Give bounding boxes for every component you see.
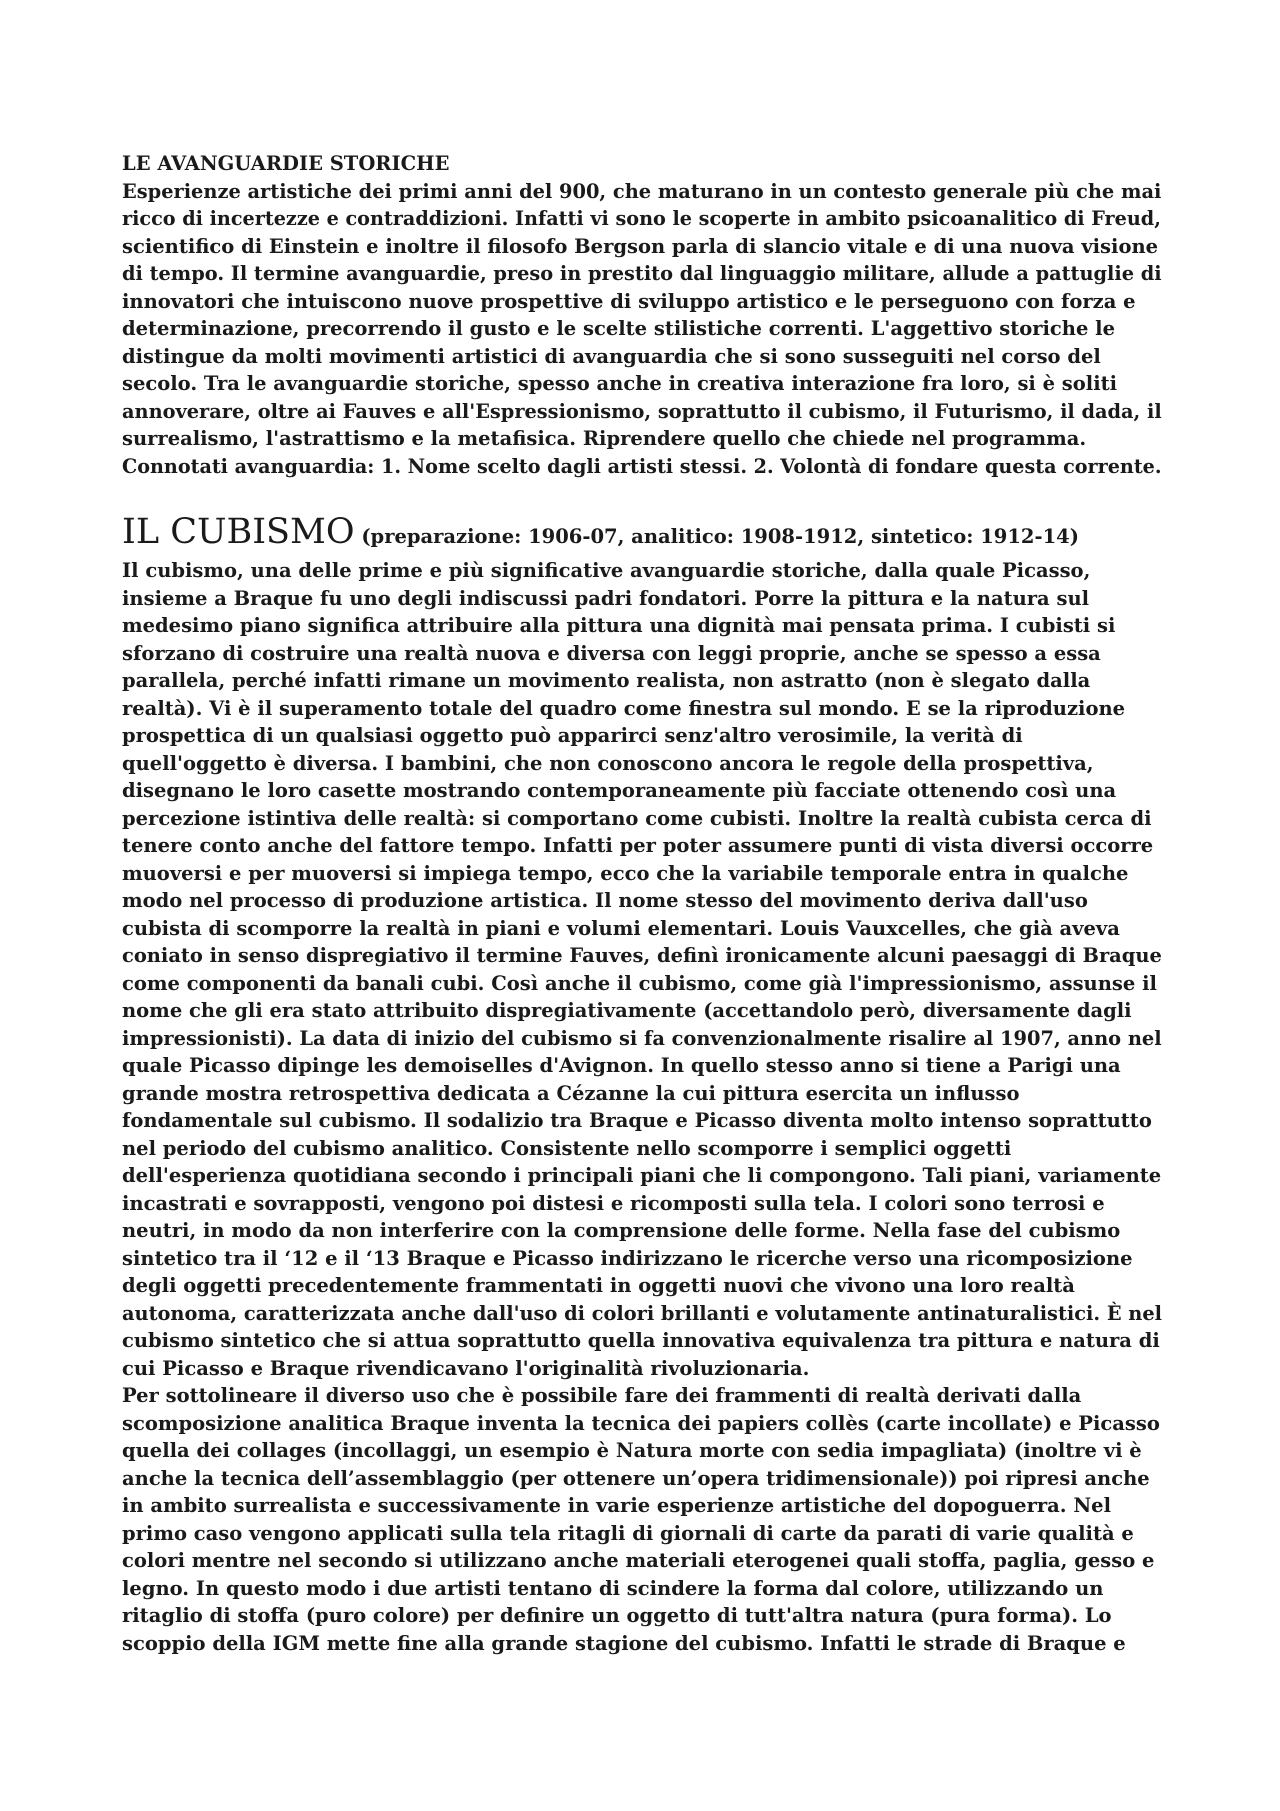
paragraph-line: tenere conto anche del fattore tempo. Infatti per poter assumere punti di vista diversi occorre (122, 834, 1154, 857)
section-title: IL CUBISMO (122, 512, 355, 552)
paragraph-line: distingue da molti movimenti artistici di avanguardia che si sono susseguiti nel corso del (122, 344, 1101, 368)
section-cubismo (122, 512, 1162, 1657)
paragraph-line: determinazione, precorrendo il gusto e le scelte stilistiche correnti. L'aggettivo storiche le (122, 317, 1115, 340)
paragraph-line: nome che gli era stato attribuito dispregiativamente (accettandolo però, diversamente dagli (122, 999, 1132, 1022)
paragraph-line: Esperienze artistiche dei primi anni del 900, che maturano in un contesto generale più che mai (122, 179, 1162, 203)
paragraph-line: Connotati avanguardia: 1. Nome scelto dagli artisti stessi. 2. Volontà di fondare questa corrente. (122, 454, 1162, 478)
paragraph-line: Il cubismo, una delle prime e più significative avanguardie storiche, dalla quale Picasso, (122, 559, 1091, 582)
paragraph-line: annoverare, oltre ai Fauves e all'Espressionismo, soprattutto il cubismo, il Futurismo, il dada, il (122, 399, 1162, 423)
paragraph-line: ritaglio di stoffa (puro colore) per definire un oggetto di tutt'altra natura (pura forma). Lo (122, 1604, 1112, 1627)
paragraph-line: sforzano di costruire una realtà nuova e diversa con leggi proprie, anche se spesso a essa (122, 641, 1101, 665)
paragraph-line: realtà). Vi è il superamento totale del quadro come finestra sul mondo. E se la riproduzione (122, 696, 1126, 720)
paragraph-line: muoversi e per muoversi si impiega tempo, ecco che la variabile temporale entra in qualche (122, 861, 1129, 885)
paragraph-line: di tempo. Il termine avanguardie, preso in prestito dal linguaggio militare, allude a pattuglie di (122, 262, 1162, 285)
paragraph-line: anche la tecnica dell’assemblaggio (per ottenere un’opera tridimensionale)) poi ripresi anche (122, 1466, 1150, 1490)
paragraph-line: surrealismo, l'astrattismo e la metafisica. Riprendere quello che chiede nel programma. (122, 427, 1087, 450)
paragraph-line: sintetico tra il ‘12 e il ‘13 Braque e Picasso indirizzano le ricerche verso una ricomposizione (122, 1246, 1133, 1270)
paragraph-line: in ambito surrealista e successivamente in varie esperienze artistiche del dopoguerra. Nel (122, 1494, 1111, 1517)
document-page (122, 150, 1162, 1657)
paragraph-line: parallela, perché infatti rimane un movimento realista, non astratto (non è slegato dalla (122, 669, 1091, 692)
paragraph-line: Per sottolineare il diverso uso che è possibile fare dei frammenti di realtà derivati dalla (122, 1384, 1082, 1407)
paragraph-line: ricco di incertezze e contraddizioni. Infatti vi sono le scoperte in ambito psicoanalitico di Freud, (122, 207, 1161, 230)
paragraph-line: coniato in senso dispregiativo il termine Fauves, definì ironicamente alcuni paesaggi di Braque (122, 944, 1162, 967)
paragraph-line: percezione istintiva delle realtà: si comportano come cubisti. Inoltre la realtà cubista cerca di (122, 806, 1152, 830)
section-avanguardie (122, 150, 1162, 480)
section-title: LE AVANGUARDIE STORICHE (122, 152, 450, 175)
paragraph-line: modo nel processo di produzione artistica. Il nome stesso del movimento deriva dall'uso (122, 889, 1088, 912)
paragraph-line: insieme a Braque fu uno degli indiscussi padri fondatori. Porre la pittura e la natura sul (122, 586, 1090, 610)
paragraph-line: nel periodo del cubismo analitico. Consistente nello scomporre i semplici oggetti (122, 1136, 1012, 1160)
paragraph-line: colori mentre nel secondo si utilizzano anche materiali eterogenei quali stoffa, paglia, gesso e (122, 1549, 1155, 1572)
paragraph-line: quell'oggetto è diversa. I bambini, che non conoscono ancora le regole della prospettiva, (122, 751, 1094, 775)
paragraph-line: legno. In questo modo i due artisti tentano di scindere la forma dal colore, utilizzando un (122, 1576, 1104, 1600)
paragraph-line: impressionisti). La data di inizio del cubismo si fa convenzionalmente risalire al 1907, anno nel (122, 1026, 1162, 1050)
paragraph-line: medesimo piano significa attribuire alla pittura una dignità mai pensata prima. I cubisti si (122, 614, 1116, 637)
paragraph-line: grande mostra retrospettiva dedicata a Cézanne la cui pittura esercita un influsso (122, 1081, 1020, 1105)
paragraph-line: scomposizione analitica Braque inventa la tecnica dei papiers collès (carte incollate) e Picasso (122, 1411, 1160, 1435)
paragraph-line: disegnano le loro casette mostrando contemporaneamente più facciate ottenendo così una (122, 779, 1117, 802)
paragraph-line: degli oggetti precedentemente frammentati in oggetti nuovi che vivono una loro realtà (122, 1274, 1075, 1297)
paragraph-line: quale Picasso dipinge les demoiselles d'Avignon. In quello stesso anno si tiene a Parigi una (122, 1054, 1121, 1077)
paragraph-line: dell'esperienza quotidiana secondo i principali piani che li compongono. Tali piani, variamente (122, 1164, 1162, 1187)
paragraph-line: cubismo sintetico che si attua soprattutto quella innovativa equivalenza tra pittura e natura di (122, 1329, 1160, 1352)
paragraph-line: neutri, in modo da non interferire con la comprensione delle forme. Nella fase del cubismo (122, 1219, 1121, 1242)
paragraph-line: autonoma, caratterizzata anche dall'uso di colori brillanti e volutamente antinaturalistici. È nel (122, 1301, 1163, 1325)
paragraph-line: scientifico di Einstein e inoltre il filosofo Bergson parla di slancio vitale e di una nuova visione (122, 234, 1159, 258)
paragraph-line: cui Picasso e Braque rivendicavano l'originalità rivoluzionaria. (122, 1356, 810, 1380)
paragraph-line: secolo. Tra le avanguardie storiche, spesso anche in creativa interazione fra loro, si è soliti (122, 372, 1118, 395)
paragraph-line: primo caso vengono applicati sulla tela ritagli di giornali di carte da parati di varie qualità e (122, 1521, 1134, 1545)
paragraph-line: quella dei collages (incollaggi, un esempio è Natura morte con sedia impagliata) (inoltre vi è (122, 1439, 1142, 1462)
paragraph-line: come componenti da banali cubi. Così anche il cubismo, come già l'impressionismo, assunse il (122, 971, 1157, 995)
section-heading (122, 512, 1162, 557)
paragraph-line: fondamentale sul cubismo. Il sodalizio tra Braque e Picasso diventa molto intenso soprattutto (122, 1109, 1152, 1132)
section-subtitle: (preparazione: 1906-07, analitico: 1908-1912, sintetico: 1912-14) (361, 525, 1079, 548)
paragraph-line: prospettica di un qualsiasi oggetto può apparirci senz'altro verosimile, la verità di (122, 724, 1023, 747)
paragraph-line: cubista di scomporre la realtà in piani e volumi elementari. Louis Vauxcelles, che già aveva (122, 916, 1120, 940)
paragraph-line: incastrati e sovrapposti, vengono poi distesi e ricomposti sulla tela. I colori sono terrosi e (122, 1191, 1105, 1215)
paragraph-line: innovatori che intuiscono nuove prospettive di sviluppo artistico e le perseguono con forza e (122, 289, 1136, 313)
paragraph-line: scoppio della IGM mette fine alla grande stagione del cubismo. Infatti le strade di Braque e (122, 1631, 1126, 1655)
